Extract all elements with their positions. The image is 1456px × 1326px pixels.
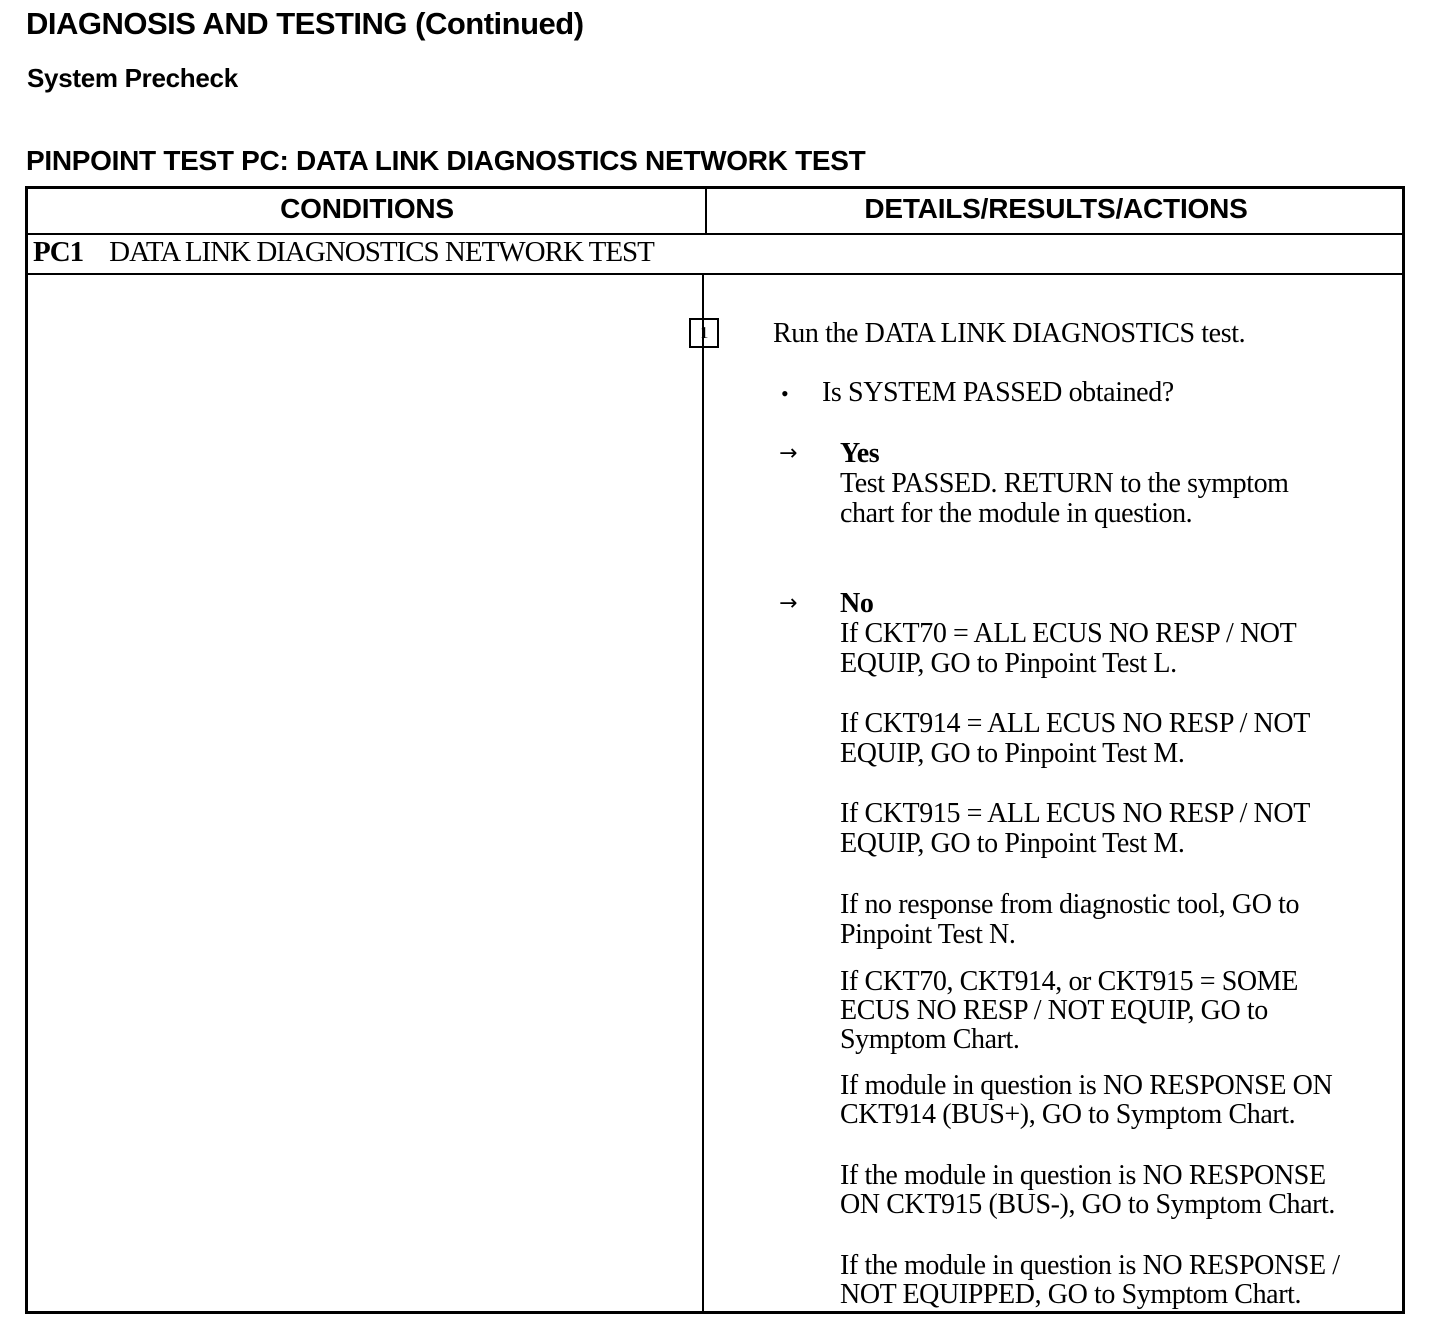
step-number-box: 1	[689, 318, 719, 348]
yes-arrow-icon: →	[779, 441, 798, 466]
no-paragraph-line: ECUS NO RESP / NOT EQUIP, GO to	[840, 995, 1268, 1026]
no-paragraph-line: Pinpoint Test N.	[840, 919, 1016, 950]
pinpoint-test-title: PINPOINT TEST PC: DATA LINK DIAGNOSTICS NETWORK TEST	[26, 145, 866, 176]
body-column-divider	[702, 273, 704, 1311]
no-paragraph-5	[840, 967, 1298, 1054]
no-paragraph-6	[840, 1071, 1332, 1129]
no-paragraph-line: If module in question is NO RESPONSE ON	[840, 1070, 1333, 1101]
no-paragraph-line: ON CKT915 (BUS-), GO to Symptom Chart.	[840, 1189, 1336, 1220]
no-paragraph-line: EQUIP, GO to Pinpoint Test M.	[840, 828, 1185, 859]
instruction-text: Run the DATA LINK DIAGNOSTICS test.	[773, 318, 1246, 349]
section-subtitle: System Precheck	[27, 63, 238, 93]
conditions-cell	[28, 275, 702, 1311]
no-paragraph-line: If CKT70 = ALL ECUS NO RESP / NOT	[840, 618, 1297, 649]
no-paragraph-line: If CKT914 = ALL ECUS NO RESP / NOT	[840, 708, 1310, 739]
no-paragraph-line: If CKT915 = ALL ECUS NO RESP / NOT	[840, 798, 1310, 829]
step-id: PC1	[33, 236, 84, 268]
no-paragraph-8	[840, 1251, 1340, 1309]
details-column-header: DETAILS/RESULTS/ACTIONS	[864, 193, 1248, 224]
no-paragraph-2	[840, 709, 1310, 769]
no-label: No	[840, 588, 874, 619]
no-paragraph-1	[840, 619, 1296, 679]
no-paragraph-line: If the module in question is NO RESPONSE /	[840, 1250, 1340, 1281]
no-paragraph-line: Symptom Chart.	[840, 1024, 1020, 1055]
yes-line-1: Test PASSED. RETURN to the symptom	[840, 468, 1289, 499]
no-paragraph-7	[840, 1161, 1335, 1219]
step-row	[33, 236, 654, 269]
question-text: Is SYSTEM PASSED obtained?	[822, 377, 1174, 408]
no-paragraph-line: If CKT70, CKT914, or CKT915 = SOME	[840, 966, 1298, 997]
no-paragraph-3	[840, 799, 1310, 859]
no-paragraph-line: EQUIP, GO to Pinpoint Test L.	[840, 648, 1177, 679]
no-arrow-icon: →	[779, 591, 798, 616]
no-paragraph-line: If the module in question is NO RESPONSE	[840, 1160, 1326, 1191]
no-paragraph-line: NOT EQUIPPED, GO to Symptom Chart.	[840, 1279, 1302, 1310]
yes-label: Yes	[840, 438, 880, 469]
no-paragraph-line: EQUIP, GO to Pinpoint Test M.	[840, 738, 1185, 769]
page-title: DIAGNOSIS AND TESTING (Continued)	[26, 6, 584, 41]
no-paragraph-4	[840, 890, 1299, 950]
step-title: DATA LINK DIAGNOSTICS NETWORK TEST	[109, 236, 654, 268]
header-divider	[28, 233, 1402, 235]
no-paragraph-line: If no response from diagnostic tool, GO to	[840, 889, 1300, 920]
bullet-icon: •	[781, 381, 789, 406]
no-paragraph-line: CKT914 (BUS+), GO to Symptom Chart.	[840, 1099, 1296, 1130]
conditions-column-header: CONDITIONS	[280, 193, 454, 224]
yes-line-2: chart for the module in question.	[840, 498, 1193, 529]
